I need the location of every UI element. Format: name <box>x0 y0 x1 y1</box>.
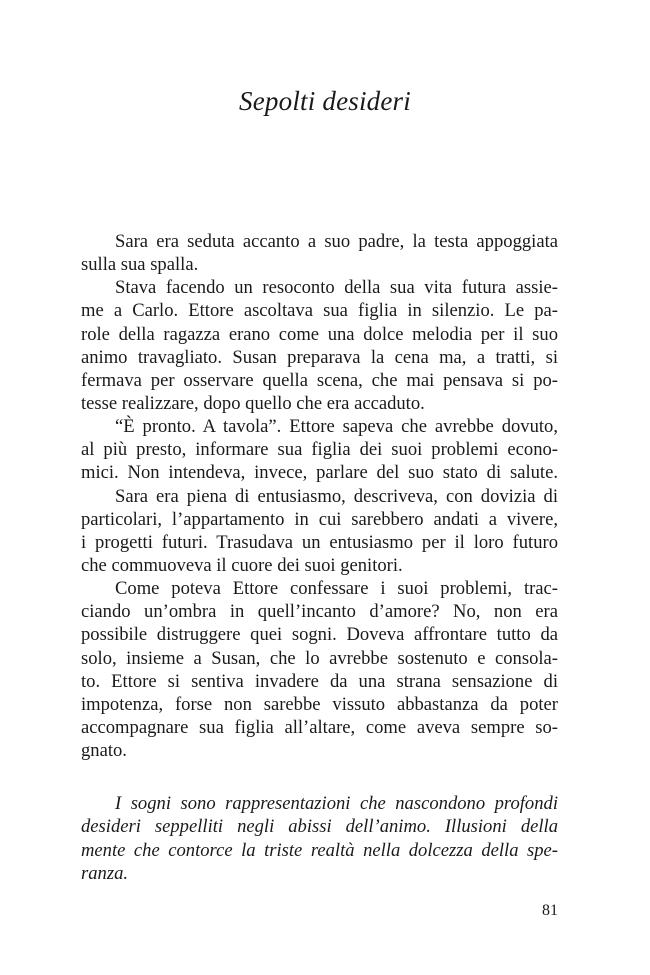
text-line: animo travagliato. Susan preparava la cena ma, a tratti, si <box>81 346 558 368</box>
text-line: Sara era piena di entusiasmo, descriveva, con dovizia di <box>115 485 558 507</box>
text-line: role della ragazza erano come una dolce melodia per il suo <box>81 323 558 345</box>
italic-text-line: desideri seppelliti negli abissi dell’animo. Illusioni della <box>81 816 558 838</box>
text-line: al più presto, informare sua figlia dei suoi problemi econo- <box>81 439 558 461</box>
text-line: Come poteva Ettore confessare i suoi problemi, trac- <box>115 578 558 600</box>
text-line: i progetti futuri. Trasudava un entusiasmo per il loro futuro <box>81 531 558 553</box>
text-line: “È pronto. A tavola”. Ettore sapeva che avrebbe dovuto, <box>115 416 558 438</box>
text-line: che commuoveva il cuore dei suoi genitori. <box>81 554 403 576</box>
chapter-title: Sepolti desideri <box>239 86 411 116</box>
text-line: possibile distruggere quei sogni. Doveva affrontare tutto da <box>81 624 558 646</box>
italic-text-line: ranza. <box>81 862 129 884</box>
text-line: tesse realizzare, dopo quello che era accaduto. <box>81 392 425 414</box>
text-line: particolari, l’appartamento in cui sarebbero andati a vivere, <box>81 508 558 530</box>
text-line: sulla sua spalla. <box>81 254 199 276</box>
italic-text-line: mente che contorce la triste realtà nella dolcezza della spe- <box>81 839 558 861</box>
paragraph-gap <box>81 762 558 792</box>
text-line: solo, insieme a Susan, che lo avrebbe sostenuto e consola- <box>81 647 558 669</box>
text-line: Stava facendo un resoconto della sua vita futura assie- <box>115 277 558 299</box>
body-text <box>81 230 558 885</box>
page-number: 81 <box>542 902 558 919</box>
text-line: fermava per osservare quella scena, che mai pensava si po- <box>81 369 558 391</box>
text-line: gnato. <box>81 740 127 762</box>
italic-text-line: I sogni sono rappresentazioni che nascondono profondi <box>115 793 558 815</box>
text-line: me a Carlo. Ettore ascoltava sua figlia in silenzio. Le pa- <box>81 300 558 322</box>
text-line: mici. Non intendeva, invece, parlare del suo stato di salute. <box>81 462 558 484</box>
text-line: to. Ettore si sentiva invadere da una strana sensazione di <box>81 670 558 692</box>
text-line: impotenza, forse non sarebbe vissuto abbastanza da poter <box>81 693 558 715</box>
text-line: Sara era seduta accanto a suo padre, la testa appoggiata <box>115 231 558 252</box>
text-line: accompagnare sua figlia all’altare, come aveva sempre so- <box>81 716 558 738</box>
text-line: ciando un’ombra in quell’incanto d’amore? No, non era <box>81 601 558 623</box>
